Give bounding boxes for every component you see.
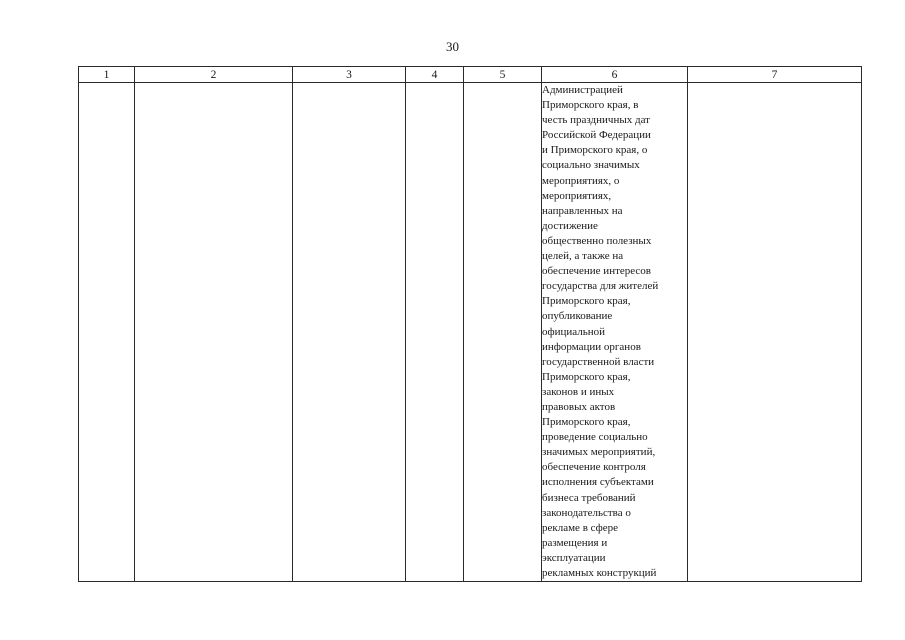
table-row bbox=[79, 83, 862, 582]
cell-text-line: бизнеса требований bbox=[542, 491, 636, 504]
cell-text-line: эксплуатации bbox=[542, 551, 606, 564]
cell-text-line: официальной bbox=[542, 325, 606, 338]
cell-text-line: размещения и bbox=[542, 536, 608, 549]
column-header-2: 2 bbox=[135, 67, 293, 83]
cell-text-line: законов и иных bbox=[542, 385, 615, 398]
column-header-1: 1 bbox=[79, 67, 135, 83]
cell-text-line: рекламных конструкций bbox=[542, 567, 657, 579]
cell-text-line: информации органов bbox=[542, 340, 641, 353]
cell-text-line: Приморского края, bbox=[542, 295, 631, 308]
cell-text-line: Администрацией bbox=[542, 84, 623, 96]
cell-text-line: и Приморского края, о bbox=[542, 144, 648, 157]
document-table bbox=[78, 66, 862, 582]
cell-text-line: Приморского края, bbox=[542, 416, 631, 429]
table-cell-col2 bbox=[135, 83, 293, 582]
cell-text-line: Приморского края, в bbox=[542, 99, 639, 112]
table-cell-col3 bbox=[293, 83, 406, 582]
cell-text-line: рекламе в сфере bbox=[542, 521, 619, 534]
cell-text-line: мероприятиях, bbox=[542, 189, 612, 202]
cell-text-line: общественно полезных bbox=[542, 234, 652, 247]
table-cell-col4 bbox=[406, 83, 464, 582]
page-number: 30 bbox=[446, 39, 459, 54]
cell-text-line: Российской Федерации bbox=[542, 129, 651, 142]
cell-text-line: мероприятиях, о bbox=[542, 174, 620, 187]
cell-text-line: честь праздничных дат bbox=[542, 114, 650, 127]
cell-text-line: правовых актов bbox=[542, 400, 616, 413]
cell-text-line: проведение социально bbox=[542, 431, 648, 444]
cell-text-line: законодательства о bbox=[542, 506, 631, 519]
cell-text-line: достижение bbox=[542, 219, 598, 232]
column-header-4: 4 bbox=[406, 67, 464, 83]
cell-text-line: опубликование bbox=[542, 310, 613, 323]
table-cell-col7 bbox=[688, 83, 862, 582]
cell-text-line: обеспечение интересов bbox=[542, 265, 652, 278]
column-header-5: 5 bbox=[464, 67, 542, 83]
table-cell-col6 bbox=[542, 83, 688, 582]
table-cell-col5 bbox=[464, 83, 542, 582]
cell-text-line: значимых мероприятий, bbox=[542, 446, 656, 459]
table-cell-col1 bbox=[79, 83, 135, 582]
column-header-6: 6 bbox=[542, 67, 688, 83]
cell-text-line: обеспечение контроля bbox=[542, 461, 646, 474]
cell-text-line: Приморского края, bbox=[542, 370, 631, 383]
cell-text-line: государства для жителей bbox=[542, 280, 659, 293]
cell-text-line: целей, а также на bbox=[542, 250, 624, 263]
cell-text-line: направленных на bbox=[542, 204, 623, 217]
column-header-3: 3 bbox=[293, 67, 406, 83]
column-header-7: 7 bbox=[688, 67, 862, 83]
cell-text-line: государственной власти bbox=[542, 355, 655, 368]
cell-text-line: исполнения субъектами bbox=[542, 476, 654, 489]
header-row bbox=[79, 67, 862, 83]
cell-text-line: социально значимых bbox=[542, 159, 640, 172]
